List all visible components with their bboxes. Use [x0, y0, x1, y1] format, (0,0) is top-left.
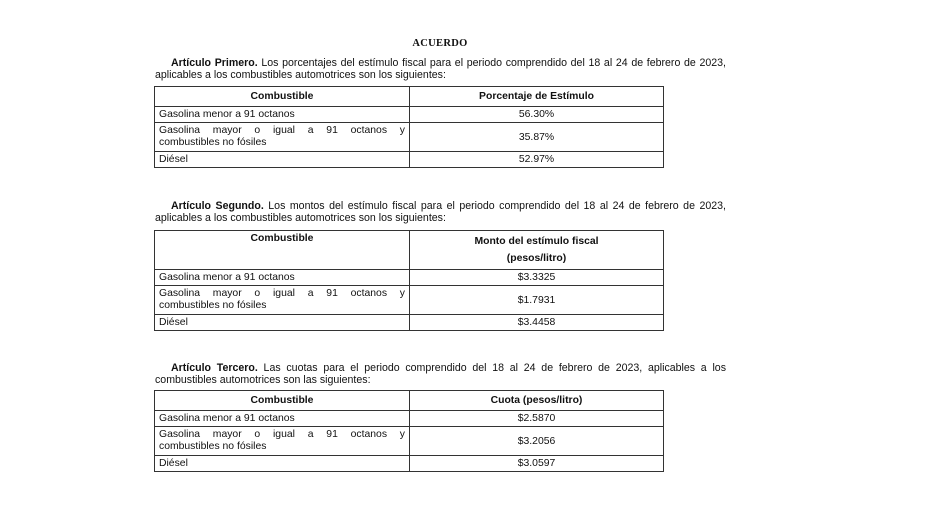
value-cell: $3.0597 — [410, 456, 664, 472]
fuel-cell: Diésel — [155, 315, 410, 331]
fuel-cell: Gasolina menor a 91 octanos — [155, 107, 410, 123]
fuel-cell-line1: Gasolina mayor o igual a 91 octanos y — [159, 125, 405, 136]
table-header-row — [155, 391, 664, 411]
article-third-text: Las cuotas para el periodo comprendido del 18 al 24 de febrero de 2023, aplicables a los combustibles automotrices son las siguientes: — [155, 362, 726, 386]
column-header-value-line1: Monto del estímulo fiscal — [474, 236, 599, 247]
fuel-cell: Diésel — [155, 152, 410, 168]
table-row — [155, 270, 664, 286]
value-cell: $1.7931 — [410, 286, 664, 315]
table-row — [155, 427, 664, 456]
fuel-cell: Gasolina menor a 91 octanos — [155, 270, 410, 286]
value-cell: $3.4458 — [410, 315, 664, 331]
article-second-text: Los montos del estímulo fiscal para el periodo comprendido del 18 al 24 de febrero de 2023, aplicables a los combustibles automotrices son los siguientes: — [155, 200, 726, 224]
table-row — [155, 456, 664, 472]
value-cell: 35.87% — [410, 123, 664, 152]
document-heading: ACUERDO — [412, 38, 468, 49]
column-header-fuel: Combustible — [155, 231, 410, 270]
article-third-paragraph — [155, 362, 726, 386]
table-row — [155, 286, 664, 315]
value-cell: $3.2056 — [410, 427, 664, 456]
column-header-value — [410, 231, 664, 270]
article-second-paragraph — [155, 200, 726, 224]
column-header-value-line2: (pesos/litro) — [506, 253, 567, 264]
article-second-table — [154, 230, 664, 331]
column-header-value: Cuota (pesos/litro) — [410, 391, 664, 411]
column-header-value: Porcentaje de Estímulo — [410, 87, 664, 107]
fuel-cell — [155, 123, 410, 152]
fuel-cell-line1: Gasolina mayor o igual a 91 octanos y — [159, 429, 405, 440]
column-header-fuel: Combustible — [155, 87, 410, 107]
table-row — [155, 411, 664, 427]
table-row — [155, 123, 664, 152]
fuel-cell — [155, 427, 410, 456]
article-third-lead: Artículo Tercero. — [171, 362, 258, 374]
fuel-cell-line2: combustibles no fósiles — [159, 137, 267, 148]
value-cell: $3.3325 — [410, 270, 664, 286]
value-cell: 56.30% — [410, 107, 664, 123]
value-cell: $2.5870 — [410, 411, 664, 427]
fuel-cell — [155, 286, 410, 315]
article-first-text: Los porcentajes del estímulo fiscal para el periodo comprendido del 18 al 24 de febrero de 2023, aplicables a los combustibles automotrices son los siguientes: — [155, 57, 726, 81]
article-first-table — [154, 86, 664, 168]
column-header-fuel: Combustible — [155, 391, 410, 411]
article-first-paragraph — [155, 57, 726, 81]
table-header-row — [155, 87, 664, 107]
article-second-lead: Artículo Segundo. — [171, 200, 264, 212]
table-row — [155, 107, 664, 123]
table-header-row — [155, 231, 664, 270]
fuel-cell-line1: Gasolina mayor o igual a 91 octanos y — [159, 288, 405, 299]
fuel-cell: Diésel — [155, 456, 410, 472]
fuel-cell-line2: combustibles no fósiles — [159, 441, 267, 452]
table-row — [155, 152, 664, 168]
fuel-cell-line2: combustibles no fósiles — [159, 300, 267, 311]
fuel-cell: Gasolina menor a 91 octanos — [155, 411, 410, 427]
article-first-lead: Artículo Primero. — [171, 57, 258, 69]
table-row — [155, 315, 664, 331]
value-cell: 52.97% — [410, 152, 664, 168]
article-third-table — [154, 390, 664, 472]
